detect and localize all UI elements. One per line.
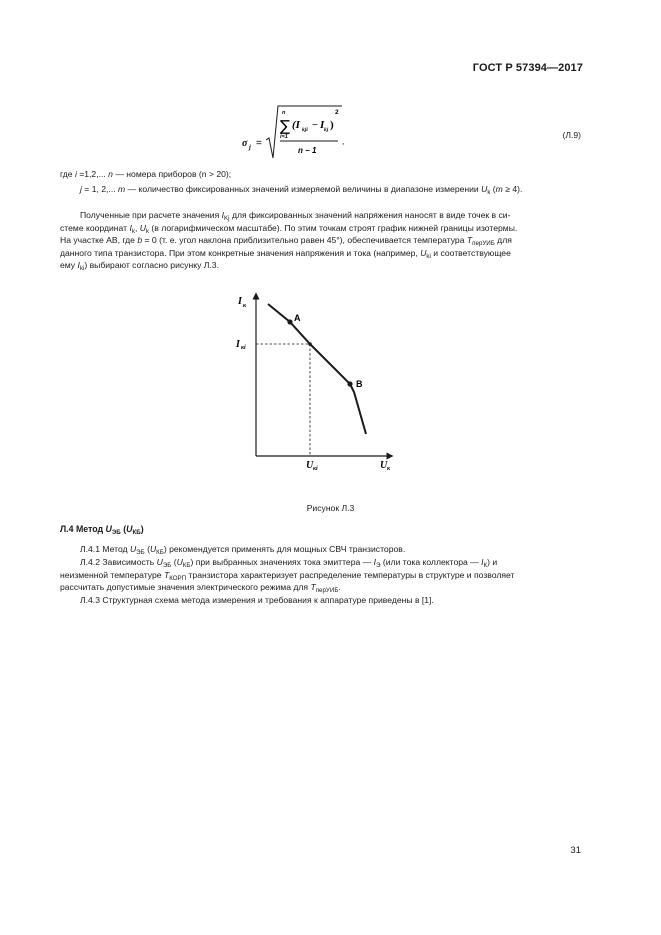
var-u: U: [176, 557, 183, 567]
subscript: КОРП: [169, 574, 187, 582]
y-mark-label: I: [236, 339, 240, 350]
subscript: КБ: [132, 529, 141, 536]
text-span: (: [120, 524, 127, 534]
y-mark-label-sub: кi: [241, 345, 246, 351]
text-span: (: [144, 544, 150, 554]
clause-l42-line-3: [60, 581, 341, 594]
var-j: j: [80, 184, 82, 194]
text-span: =1,2,...: [76, 169, 109, 179]
var-u: U: [420, 247, 427, 258]
var-i: I: [481, 557, 484, 567]
paragraph-line-5: [60, 259, 219, 272]
formula-sum-bottom: i=1: [280, 134, 288, 140]
text-span: .: [338, 582, 341, 592]
point-b-label: B: [356, 379, 363, 389]
var-i: I: [221, 210, 225, 220]
formula-power: 2: [335, 109, 339, 116]
text-span: Л.4.2 Зависимость: [80, 557, 157, 567]
text-span: — номера приборов (n > 20);: [112, 169, 232, 179]
subscript: ЭБ: [162, 562, 172, 569]
subscript: Kj: [224, 215, 230, 222]
var-b: b: [137, 235, 143, 245]
figure-l3: [220, 284, 440, 474]
var-u: U: [481, 184, 488, 194]
text-span: ,: [134, 222, 140, 233]
text-span: и соответствующее: [430, 247, 511, 258]
var-u: U: [139, 222, 146, 233]
subscript: перУИБ: [472, 240, 495, 247]
x-axis-label-sub: к: [387, 466, 391, 472]
var-n: n: [108, 169, 113, 179]
formula-term-close: ): [330, 119, 334, 131]
y-axis-label: I: [238, 296, 242, 307]
formula-sum-top: n: [282, 110, 286, 116]
text-span: ) при выбранных значениях тока эмиттера —: [190, 557, 374, 567]
formula-minus: −: [312, 120, 318, 131]
text-span: Полученные при расчете значения: [80, 210, 222, 220]
var-m: m: [118, 184, 126, 194]
text-span: ) выбирают согласно рисунку Л.3.: [84, 260, 219, 270]
text-span: (: [490, 184, 496, 194]
point-a-marker: [287, 319, 292, 324]
formula-term-sub2: kj: [324, 127, 329, 133]
subscript: ki: [79, 265, 85, 272]
subscript: КБ: [156, 549, 164, 556]
subscript: перУИБ: [315, 587, 339, 594]
text-span: ) рекомендуется применять для мощных СВЧ транзисторов.: [163, 544, 406, 554]
text-span: для фиксированных значений напряжения наносят в виде точек в си-: [229, 210, 511, 220]
formula-l9: [220, 104, 420, 162]
text-span: Л.4 Метод: [60, 524, 106, 534]
paragraph-line-3: [60, 234, 512, 247]
text-span: = 1, 2,...: [81, 184, 118, 194]
where-line-1: [60, 168, 231, 181]
document-header: ГОСТ Р 57394—2017: [472, 62, 583, 74]
text-span: ): [140, 524, 144, 534]
isotherm-curve: [268, 304, 366, 434]
subscript: К: [483, 562, 488, 569]
equation-number: (Л.9): [562, 130, 581, 140]
paragraph-line-4: [60, 247, 511, 260]
point-a-label: A: [294, 313, 301, 323]
text-span: для: [494, 235, 512, 245]
formula-sum-sign: ∑: [280, 117, 291, 135]
subscript: Э: [376, 562, 381, 569]
subscript: КБ: [182, 562, 191, 569]
text-span: ему: [60, 260, 78, 270]
formula-equals: =: [256, 138, 262, 149]
text-span: ≥ 4).: [502, 184, 523, 194]
text-span: неизменной температуре: [60, 569, 164, 580]
section-title: [60, 524, 144, 534]
where-line-2: [80, 183, 522, 196]
var-t: T: [310, 582, 316, 592]
text-span: рассчитать допустимые значения электрического режима для: [60, 582, 311, 592]
formula-denominator: n − 1: [298, 146, 317, 155]
var-i: I: [77, 260, 80, 270]
text-span: = 0 (т. е. угол наклона приблизительно равен 45°), обеспечивается температура: [142, 235, 467, 245]
x-mark-label: U: [306, 460, 314, 471]
formula-term-i: I: [320, 119, 325, 131]
var-u: U: [156, 557, 163, 567]
paragraph-line-1: [80, 209, 510, 222]
clause-l43: Л.4.3 Структурная схема метода измерения и требования к аппаратуре приведены в [1].: [80, 594, 434, 605]
formula-term-sub1: kji: [302, 127, 308, 133]
var-m: m: [495, 184, 503, 194]
var-t: T: [466, 235, 473, 245]
var-u: U: [149, 544, 157, 554]
text-span: где: [60, 169, 75, 179]
subscript: ЭБ: [136, 549, 145, 556]
operating-point: [308, 342, 312, 346]
figure-caption: Рисунок Л.3: [306, 503, 355, 513]
var-t: T: [163, 569, 170, 580]
var-u: U: [126, 524, 133, 534]
formula-trail: ,: [342, 137, 345, 146]
text-span: транзистора характеризует распределение температуры в структуре и позволяет: [186, 569, 515, 580]
subscript: k: [145, 227, 150, 235]
point-b-marker: [347, 381, 352, 386]
var-u: U: [129, 544, 137, 554]
var-u: U: [105, 524, 112, 534]
formula-sigma: σ: [242, 138, 248, 149]
text-span: Л.4.1 Метод: [80, 544, 130, 554]
text-span: (в логарифмическом масштабе). По этим точкам строят график нижней границы изотермы.: [149, 222, 518, 233]
x-mark-label-sub: кi: [313, 466, 318, 472]
subscript: k: [487, 189, 491, 196]
formula-sigma-sub: j: [249, 144, 251, 151]
page-number: 31: [570, 845, 581, 856]
subscript: ki: [426, 252, 431, 260]
clause-l41: [80, 543, 405, 556]
var-i: i: [74, 169, 77, 179]
var-i: I: [129, 222, 132, 233]
y-axis-label-sub: к: [243, 303, 247, 309]
formula-term-open: (I: [292, 119, 300, 131]
var-i: I: [373, 557, 377, 567]
clause-l42-line-2: [60, 569, 514, 582]
subscript: k: [131, 227, 135, 235]
paragraph-line-2: [60, 222, 517, 235]
x-axis-label: U: [380, 460, 388, 471]
subscript: ЭБ: [111, 529, 121, 536]
text-span: данного типа транзистора. При этом конкретные значения напряжения и тока (например,: [60, 247, 421, 258]
text-span: (или тока коллектора —: [380, 557, 482, 567]
text-span: стеме координат: [60, 222, 130, 233]
text-span: (: [171, 557, 177, 567]
clause-l42-line-1: [80, 556, 497, 569]
text-span: — количество фиксированных значений измеряемой величины в диапазоне измерении: [125, 184, 482, 194]
text-span: На участке АВ, где: [60, 235, 138, 245]
text-span: ) и: [487, 557, 498, 567]
